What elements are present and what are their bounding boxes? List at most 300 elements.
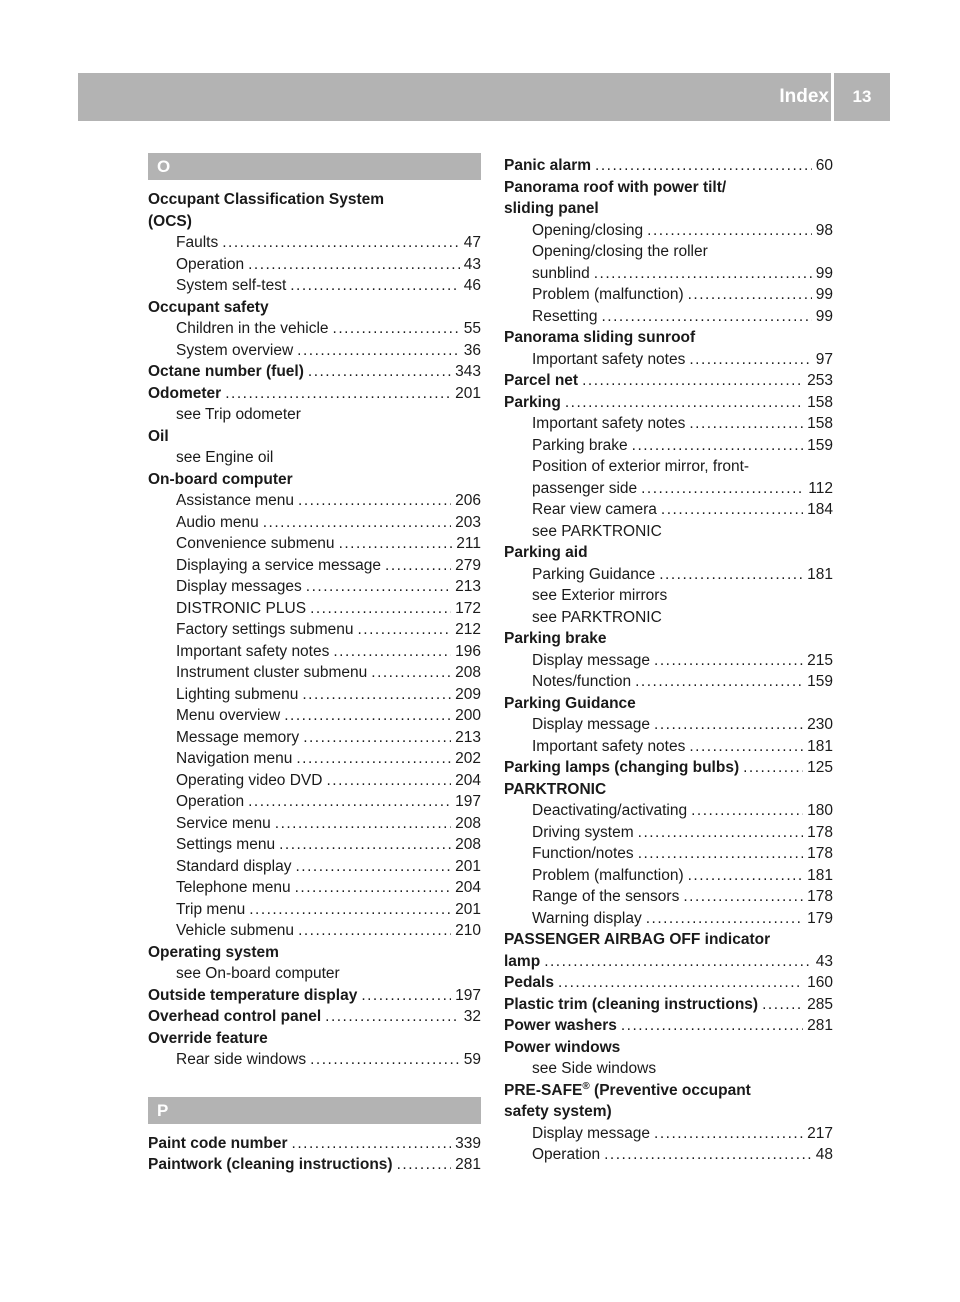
entry-text: Operation — [532, 1146, 601, 1163]
index-subentry[interactable] — [148, 920, 481, 942]
index-entry — [504, 693, 833, 715]
dot-leader — [604, 1144, 812, 1166]
dot-leader — [295, 856, 451, 878]
entry-text: Important safety notes — [532, 350, 686, 368]
page-reference[interactable]: 211 — [456, 535, 481, 552]
dot-leader — [295, 877, 452, 899]
dot-leader — [689, 736, 803, 758]
dot-leader — [249, 899, 451, 921]
entry-text: Paintwork (cleaning instructions) — [148, 1156, 393, 1173]
entry-text: Parcel net — [504, 372, 579, 389]
dot-leader — [654, 1123, 803, 1145]
index-entry — [148, 189, 481, 211]
index-subentry[interactable] — [504, 1144, 833, 1166]
index-subentry[interactable] — [148, 856, 481, 878]
entry-text: Problem (malfunction) — [532, 866, 684, 884]
entry-text: DISTRONIC PLUS — [176, 599, 307, 617]
page-reference[interactable]: 200 — [455, 707, 481, 724]
index-entry — [504, 628, 833, 650]
page-reference[interactable]: 181 — [807, 565, 833, 583]
index-entry — [504, 198, 833, 220]
entry-text: Parking Guidance — [504, 694, 636, 712]
index-subentry — [504, 585, 833, 607]
entry-text: see PARKTRONIC — [532, 608, 662, 626]
entry-text: see Exterior mirrors — [532, 587, 668, 604]
index-subentry[interactable] — [148, 318, 481, 340]
entry-text: Display message — [532, 651, 651, 669]
entry-text: Parking brake — [532, 436, 628, 454]
dot-leader — [683, 886, 803, 908]
entry-text: passenger side — [532, 479, 638, 497]
index-subentry — [148, 404, 481, 426]
page-title: Index — [779, 86, 829, 107]
entry-text: Notes/function — [532, 673, 632, 690]
index-list-o — [148, 189, 481, 1071]
dot-leader — [308, 361, 451, 383]
page-reference[interactable]: 172 — [455, 599, 481, 617]
entry-text: Opening/closing — [532, 221, 644, 239]
page-reference[interactable]: 206 — [455, 492, 481, 509]
index-entry[interactable] — [148, 1006, 481, 1028]
page-reference[interactable]: 178 — [807, 888, 833, 905]
page-reference[interactable]: 213 — [455, 578, 481, 595]
entry-text: Rear side windows — [176, 1051, 307, 1068]
page-reference[interactable]: 279 — [455, 556, 481, 574]
index-subentry[interactable] — [148, 899, 481, 921]
page-reference[interactable]: 179 — [807, 909, 833, 927]
index-entry — [148, 211, 481, 233]
entry-text: see Side windows — [532, 1060, 657, 1077]
index-subentry[interactable] — [504, 478, 833, 500]
page-reference[interactable]: 159 — [807, 673, 833, 690]
page-reference[interactable]: 202 — [455, 750, 481, 767]
index-subentry[interactable] — [148, 275, 481, 297]
dot-leader — [284, 705, 451, 727]
entry-text: Parking lamps (changing bulbs) — [504, 759, 740, 776]
index-entry — [148, 942, 481, 964]
index-subentry[interactable] — [148, 813, 481, 835]
index-entry — [148, 1028, 481, 1050]
page-reference[interactable]: 201 — [455, 900, 481, 918]
dot-leader — [638, 843, 803, 865]
index-subentry[interactable] — [504, 1123, 833, 1145]
dot-leader — [302, 684, 451, 706]
entry-text: Audio menu — [176, 513, 259, 531]
index-subentry[interactable] — [504, 714, 833, 736]
entry-text: Trip menu — [176, 900, 246, 918]
entry-text: Parking — [504, 393, 561, 411]
index-subentry[interactable] — [148, 834, 481, 856]
entry-text: Occupant Classification System — [148, 191, 385, 208]
index-subentry[interactable] — [148, 727, 481, 749]
index-subentry[interactable] — [504, 306, 833, 328]
page-reference[interactable]: 181 — [807, 866, 833, 884]
entry-text: PARKTRONIC — [504, 780, 607, 798]
page-reference[interactable]: 48 — [815, 1146, 833, 1163]
dot-leader — [292, 1133, 452, 1155]
page-reference[interactable]: 213 — [455, 728, 481, 746]
index-subentry[interactable] — [148, 705, 481, 727]
page-reference[interactable]: 208 — [455, 836, 481, 853]
index-subentry[interactable] — [148, 555, 481, 577]
page-reference[interactable]: 178 — [807, 823, 833, 841]
entry-text: Panorama roof with power tilt/ — [504, 178, 727, 196]
page-reference[interactable]: 212 — [455, 621, 481, 638]
page-reference[interactable]: 203 — [455, 513, 481, 531]
index-subentry[interactable] — [504, 671, 833, 693]
page-reference[interactable]: 230 — [807, 716, 833, 733]
index-entry[interactable] — [504, 155, 833, 177]
entry-text: Operation — [176, 793, 245, 810]
page-reference[interactable]: 285 — [807, 995, 833, 1013]
dot-leader — [638, 822, 803, 844]
dot-leader — [361, 985, 451, 1007]
index-entry[interactable] — [148, 361, 481, 383]
index-subentry[interactable] — [148, 490, 481, 512]
index-subentry[interactable] — [504, 843, 833, 865]
entry-text: see PARKTRONIC — [532, 522, 662, 540]
index-subentry[interactable] — [148, 232, 481, 254]
index-subentry[interactable] — [148, 877, 481, 899]
dot-leader — [595, 155, 812, 177]
dot-leader — [641, 478, 804, 500]
dot-leader — [582, 370, 803, 392]
entry-text: Panorama sliding sunroof — [504, 329, 696, 346]
page-reference[interactable]: 181 — [807, 737, 833, 755]
entry-text: Oil — [148, 427, 169, 445]
entry-text: Problem (malfunction) — [532, 286, 684, 303]
entry-text: Pedals — [504, 974, 554, 991]
entry-text: Range of the sensors — [532, 888, 680, 905]
index-subentry[interactable] — [504, 413, 833, 435]
dot-leader — [298, 920, 451, 942]
index-column-right — [504, 155, 833, 1166]
index-subentry[interactable] — [148, 662, 481, 684]
entry-text: Resetting — [532, 307, 598, 325]
entry-text: On-board computer — [148, 470, 293, 488]
page-reference[interactable]: 159 — [807, 436, 833, 454]
index-subentry[interactable] — [148, 254, 481, 276]
page-reference[interactable]: 47 — [463, 234, 481, 251]
page-reference[interactable]: 125 — [807, 759, 833, 776]
page-reference[interactable]: 208 — [455, 664, 481, 681]
entry-text: Panic alarm — [504, 157, 592, 174]
entry-text: Assistance menu — [176, 492, 295, 509]
index-entry — [504, 327, 833, 349]
entry-text: Position of exterior mirror, front- — [532, 458, 750, 475]
entry-text: Odometer — [148, 384, 222, 402]
entry-text: Operating video DVD — [176, 771, 323, 789]
dot-leader — [688, 284, 812, 306]
page-reference[interactable]: 36 — [463, 341, 481, 359]
entry-text: Message memory — [176, 728, 300, 746]
page-reference[interactable]: 208 — [455, 814, 481, 832]
page-reference[interactable]: 180 — [807, 802, 833, 819]
entry-text: Vehicle submenu — [176, 922, 295, 939]
dot-leader — [632, 435, 803, 457]
index-entry[interactable] — [148, 1133, 481, 1155]
entry-text: Parking brake — [504, 630, 607, 647]
index-subentry[interactable] — [148, 619, 481, 641]
index-subentry[interactable] — [148, 770, 481, 792]
dot-leader — [621, 1015, 803, 1037]
dot-leader — [659, 564, 803, 586]
entry-text: Important safety notes — [532, 415, 686, 432]
entry-text: lamp — [504, 952, 541, 970]
entry-text: Faults — [176, 234, 219, 251]
dot-leader — [275, 813, 451, 835]
page-reference[interactable]: 43 — [815, 952, 833, 970]
dot-leader — [371, 662, 451, 684]
dot-leader — [225, 383, 451, 405]
index-subentry[interactable] — [148, 512, 481, 534]
page-reference[interactable]: 209 — [455, 685, 481, 703]
dot-leader — [385, 555, 451, 577]
page-reference[interactable]: 196 — [455, 642, 481, 660]
entry-text: Important safety notes — [176, 642, 330, 660]
index-entry[interactable] — [148, 383, 481, 405]
entry-text: PRE-SAFE® (Preventive occupant — [504, 1080, 751, 1099]
index-subentry[interactable] — [148, 748, 481, 770]
entry-text: Menu overview — [176, 707, 281, 724]
index-entry — [148, 426, 481, 448]
page-reference[interactable]: 99 — [815, 307, 833, 325]
index-subentry[interactable] — [504, 284, 833, 306]
entry-text: System overview — [176, 341, 294, 359]
index-subentry[interactable] — [148, 576, 481, 598]
section-header-o: O — [148, 153, 481, 180]
entry-text: Displaying a service message — [176, 556, 382, 574]
page-reference[interactable]: 210 — [455, 922, 481, 939]
page-reference[interactable]: 204 — [455, 771, 481, 789]
entry-text: Settings menu — [176, 836, 276, 853]
page-reference[interactable]: 281 — [807, 1017, 833, 1034]
dot-leader — [661, 499, 803, 521]
index-subentry[interactable] — [504, 220, 833, 242]
index-subentry — [148, 963, 481, 985]
dot-leader — [297, 340, 460, 362]
entry-text: Factory settings submenu — [176, 621, 354, 638]
index-subentry[interactable] — [148, 641, 481, 663]
index-subentry[interactable] — [148, 1049, 481, 1071]
index-subentry[interactable] — [504, 435, 833, 457]
dot-leader — [689, 349, 811, 371]
entry-text: Driving system — [532, 823, 634, 841]
index-subentry — [504, 241, 833, 263]
index-subentry[interactable] — [504, 908, 833, 930]
dot-leader — [325, 1006, 460, 1028]
index-list-right — [504, 155, 833, 1166]
dot-leader — [310, 598, 451, 620]
entry-text: Navigation menu — [176, 750, 293, 767]
entry-text: Occupant safety — [148, 298, 269, 316]
entry-text: Operation — [176, 255, 245, 273]
dot-leader — [691, 800, 803, 822]
dot-leader — [565, 392, 803, 414]
page-reference[interactable]: 99 — [815, 264, 833, 282]
dot-leader — [357, 619, 451, 641]
entry-text: Power washers — [504, 1017, 617, 1034]
dot-leader — [654, 650, 803, 672]
entry-text: Power windows — [504, 1038, 621, 1056]
entry-text: Paint code number — [148, 1134, 288, 1152]
dot-leader — [594, 263, 812, 285]
index-subentry[interactable] — [504, 564, 833, 586]
dot-leader — [263, 512, 451, 534]
index-subentry — [504, 521, 833, 543]
dot-leader — [310, 1049, 460, 1071]
entry-text: sunblind — [532, 264, 590, 282]
page-reference[interactable]: 99 — [815, 286, 833, 303]
index-subentry[interactable] — [504, 736, 833, 758]
dot-leader — [303, 727, 451, 749]
entry-text: see Engine oil — [176, 449, 274, 466]
dot-leader — [248, 254, 460, 276]
index-entry — [148, 469, 481, 491]
page-reference[interactable]: 201 — [455, 857, 481, 875]
index-subentry[interactable] — [504, 865, 833, 887]
index-subentry[interactable] — [504, 800, 833, 822]
index-entry[interactable] — [504, 757, 833, 779]
entry-text: Standard display — [176, 857, 292, 875]
dot-leader — [743, 757, 803, 779]
dot-leader — [333, 318, 460, 340]
entry-text: Opening/closing the roller — [532, 243, 708, 260]
entry-text: Convenience submenu — [176, 535, 335, 552]
index-entry[interactable] — [504, 972, 833, 994]
page-reference[interactable]: 158 — [807, 393, 833, 411]
page-reference[interactable]: 112 — [808, 479, 833, 497]
index-entry — [504, 542, 833, 564]
page-reference[interactable]: 59 — [463, 1051, 481, 1068]
entry-text: System self-test — [176, 277, 287, 294]
index-entry[interactable] — [148, 1154, 481, 1176]
index-entry — [504, 1101, 833, 1123]
index-entry[interactable] — [504, 392, 833, 414]
dot-leader — [397, 1154, 452, 1176]
page-reference[interactable]: 217 — [807, 1124, 833, 1142]
page-reference[interactable]: 43 — [463, 255, 481, 273]
entry-text: (OCS) — [148, 212, 192, 230]
entry-text: Plastic trim (cleaning instructions) — [504, 995, 759, 1013]
dot-leader — [298, 490, 451, 512]
entry-text: PASSENGER AIRBAG OFF indicator — [504, 931, 771, 948]
entry-text: Instrument cluster submenu — [176, 664, 368, 681]
dot-leader — [333, 641, 451, 663]
dot-leader — [279, 834, 451, 856]
index-subentry[interactable] — [504, 499, 833, 521]
index-subentry[interactable] — [148, 598, 481, 620]
dot-leader — [339, 533, 453, 555]
entry-text: sliding panel — [504, 200, 599, 217]
index-subentry[interactable] — [504, 349, 833, 371]
entry-text: Override feature — [148, 1029, 268, 1047]
entry-text: Function/notes — [532, 845, 634, 862]
entry-text: Display message — [532, 1124, 651, 1142]
page-reference[interactable]: 32 — [463, 1008, 481, 1025]
page-reference[interactable]: 178 — [807, 845, 833, 862]
index-entry[interactable] — [148, 985, 481, 1007]
page-reference[interactable]: 339 — [455, 1134, 481, 1152]
page-reference[interactable]: 253 — [807, 372, 833, 389]
page-reference[interactable]: 55 — [463, 320, 481, 337]
dot-leader — [654, 714, 803, 736]
page-reference[interactable]: 46 — [463, 277, 481, 294]
dot-leader — [296, 748, 451, 770]
page-reference[interactable]: 201 — [455, 384, 481, 402]
page-reference[interactable]: 281 — [455, 1156, 481, 1173]
index-subentry — [148, 447, 481, 469]
dot-leader — [290, 275, 460, 297]
dot-leader — [762, 994, 803, 1016]
index-subentry[interactable] — [504, 886, 833, 908]
dot-leader — [222, 232, 460, 254]
index-subentry — [504, 1058, 833, 1080]
page-reference[interactable]: 215 — [807, 651, 833, 669]
page-reference[interactable]: 158 — [807, 415, 833, 432]
entry-text: Rear view camera — [532, 501, 657, 518]
index-entry[interactable] — [504, 370, 833, 392]
dot-leader — [306, 576, 451, 598]
dot-leader — [558, 972, 803, 994]
dot-leader — [646, 908, 803, 930]
entry-text: Lighting submenu — [176, 685, 299, 703]
index-column-left — [148, 153, 481, 1176]
page-number: 13 — [852, 87, 872, 106]
index-entry — [504, 1037, 833, 1059]
page-reference[interactable]: 197 — [455, 793, 481, 810]
index-entry — [504, 929, 833, 951]
index-subentry[interactable] — [504, 650, 833, 672]
index-subentry[interactable] — [148, 533, 481, 555]
index-entry[interactable] — [504, 951, 833, 973]
page-reference[interactable]: 97 — [815, 350, 833, 368]
index-subentry[interactable] — [504, 263, 833, 285]
entry-text: Display message — [532, 716, 651, 733]
entry-text: see Trip odometer — [176, 406, 301, 423]
dot-leader — [635, 671, 803, 693]
entry-text: Warning display — [532, 909, 642, 927]
page-reference[interactable]: 98 — [815, 221, 833, 239]
index-entry — [504, 1080, 833, 1102]
entry-text: Display messages — [176, 578, 302, 595]
index-entry — [504, 779, 833, 801]
entry-text: Parking aid — [504, 544, 588, 561]
index-subentry[interactable] — [504, 822, 833, 844]
index-subentry — [504, 607, 833, 629]
index-entry[interactable] — [504, 1015, 833, 1037]
index-subentry[interactable] — [148, 340, 481, 362]
page-reference[interactable]: 343 — [455, 363, 481, 380]
entry-text: Operating system — [148, 943, 279, 961]
index-list-p — [148, 1133, 481, 1176]
index-entry — [148, 297, 481, 319]
entry-text: Important safety notes — [532, 737, 686, 755]
entry-text: safety system) — [504, 1103, 612, 1120]
dot-leader — [647, 220, 812, 242]
entry-text: Deactivating/activating — [532, 802, 688, 819]
entry-text: Overhead control panel — [148, 1008, 322, 1025]
page-reference[interactable]: 184 — [807, 501, 833, 518]
index-entry[interactable] — [504, 994, 833, 1016]
index-subentry[interactable] — [148, 791, 481, 813]
index-subentry[interactable] — [148, 684, 481, 706]
entry-text: Octane number (fuel) — [148, 363, 304, 380]
page-reference[interactable]: 60 — [815, 157, 833, 174]
page-reference[interactable]: 197 — [455, 986, 481, 1004]
page-reference[interactable]: 160 — [807, 974, 833, 991]
page-reference[interactable]: 204 — [455, 879, 481, 896]
